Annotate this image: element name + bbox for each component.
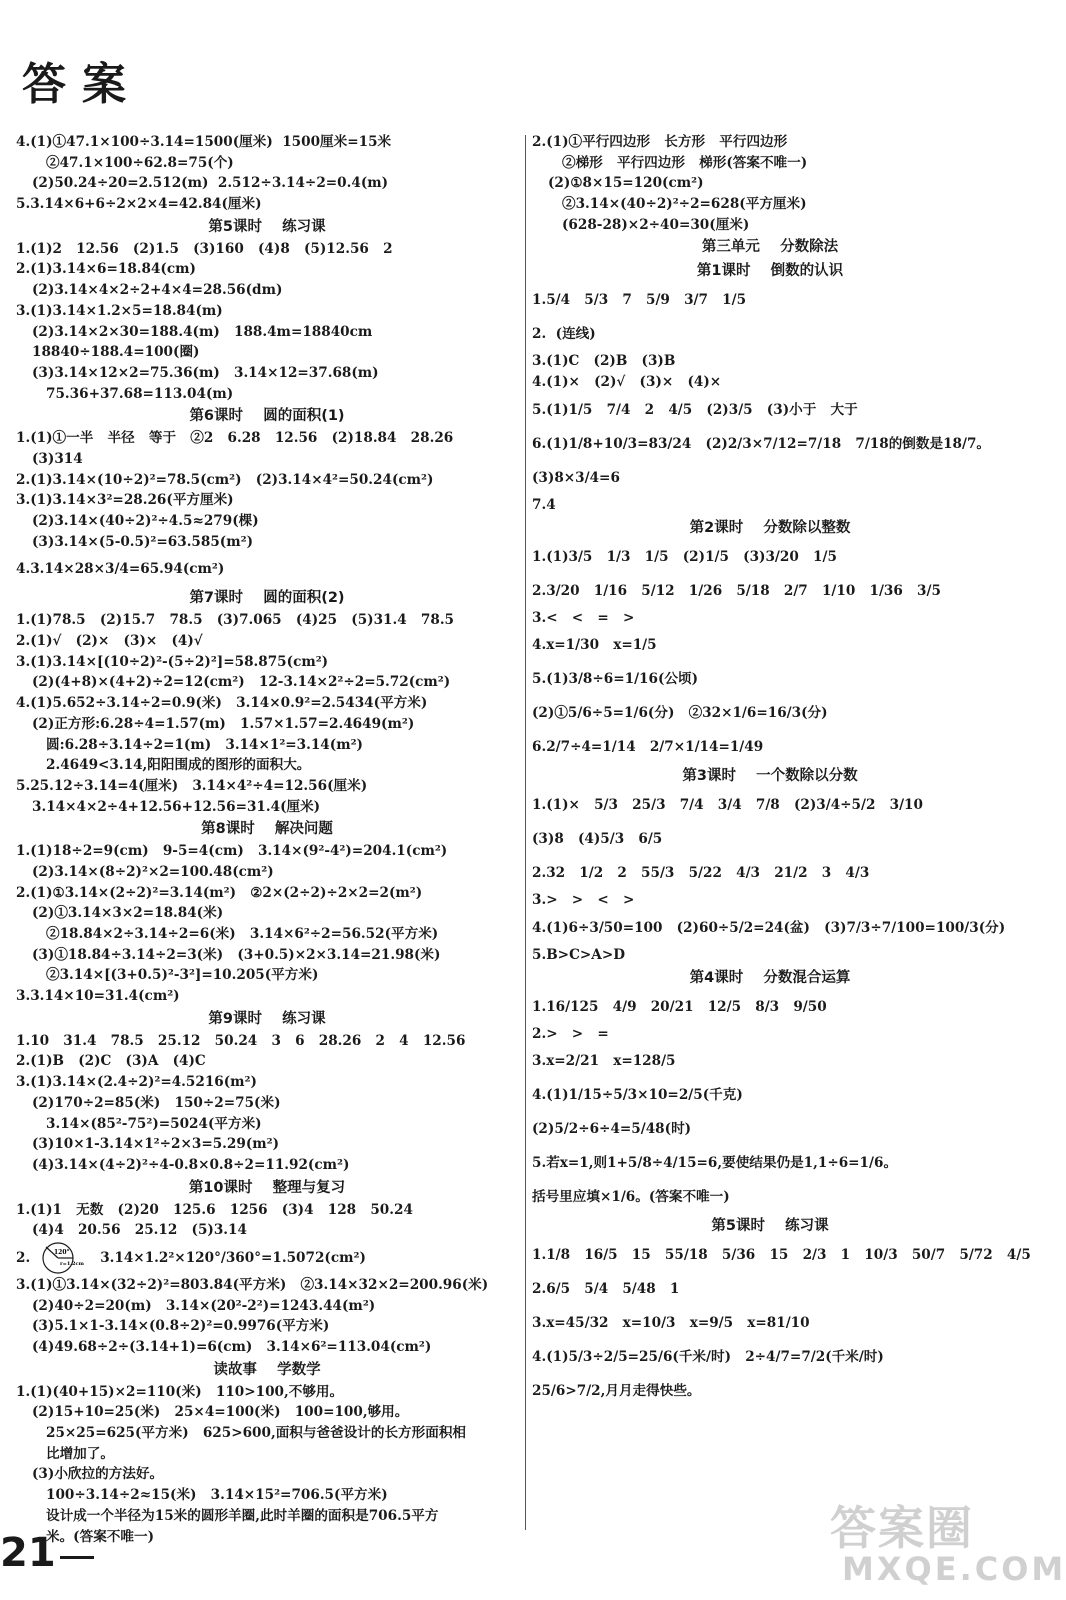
answer-line: 7.4: [532, 496, 556, 513]
answer-line: (4)49.68÷2÷(3.14+1)=6(cm) 3.14×6²=113.04(cm²): [32, 1339, 432, 1355]
answer-line: 1.(1)2 12.56 (2)1.5 (3)160 (4)8 (5)12.56 2: [16, 240, 393, 257]
answer-line: (2)3.14×2×30=188.4(m) 188.4m=18840cm: [32, 323, 373, 340]
sector-angle-label: 120°: [54, 1249, 70, 1257]
section-heading: 第9课时 练习课: [208, 1010, 326, 1027]
answer-line: 6.(1)1/8+10/3=83/24 (2)2/3×7/12=7/18 7/18的倒数是18/7。: [532, 435, 991, 452]
answer-line: (4)3.14×(4÷2)²÷4-0.8×0.8÷2=11.92(cm²): [32, 1156, 350, 1173]
answer-line: (2)3.14×(40÷2)²÷4.5≈279(棵): [32, 513, 259, 529]
answer-line: (3)3.14×12×2=75.36(m) 3.14×12=37.68(m): [32, 364, 379, 381]
answer-formula: 3.14×1.2²×120°/360°=1.5072(cm²): [100, 1249, 366, 1266]
answer-line: 4.(1)6÷3/50=100 (2)60÷5/2=24(盆) (3)7/3÷7/100=100/3(分): [532, 919, 1006, 936]
section-heading: 第6课时 圆的面积(1): [189, 408, 345, 425]
section-heading: 第10课时 整理与复习: [188, 1179, 346, 1196]
answer-line: 2.3/20 1/16 5/12 1/26 5/18 2/7 1/10 1/36 3/5: [532, 582, 941, 599]
answer-line: 5.B>C>A>D: [532, 946, 626, 963]
section-heading: 第2课时 分数除以整数: [689, 519, 851, 536]
answer-line: 4.x=1/30 x=1/5: [532, 637, 657, 654]
answer-line: 1.(1)× 5/3 25/3 7/4 3/4 7/8 (2)3/4÷5/2 3/10: [532, 797, 923, 814]
watermark-text-top: 答案圈: [830, 1501, 974, 1555]
section-heading: 读故事 学数学: [213, 1361, 321, 1378]
answer-line: 25×25=625(平方米) 625>600,面积与爸爸设计的长方形面积相: [46, 1425, 467, 1442]
page-number: 21: [0, 1530, 56, 1576]
answer-line: 1.5/4 5/3 7 5/9 3/7 1/5: [532, 292, 747, 309]
answer-line: 3.3.14×10=31.4(cm²): [16, 988, 180, 1005]
answer-line: 18840÷188.4=100(圈): [32, 344, 200, 361]
column-divider: [525, 135, 526, 1530]
answer-line: 3.x=45/32 x=10/3 x=9/5 x=81/10: [532, 1315, 810, 1332]
answer-line: (2)3.14×(8÷2)²×2=100.48(cm²): [32, 863, 274, 880]
answer-line: 4.3.14×28×3/4=65.94(cm²): [16, 561, 225, 578]
answer-line: 括号里应填×1/6。(答案不唯一): [532, 1189, 730, 1206]
section-heading: 第4课时 分数混合运算: [689, 969, 851, 986]
section-heading: 第5课时 练习课: [711, 1218, 829, 1235]
answer-line: 3.x=2/21 x=128/5: [532, 1053, 676, 1070]
section-heading: 第7课时 圆的面积(2): [189, 590, 345, 607]
answer-line: 1.(1)①一半 半径 等于 ②2 6.28 12.56 (2)18.84 28.26: [16, 430, 454, 447]
answer-line: 25/6>7/2,月月走得快些。: [532, 1383, 701, 1400]
answer-line: 2.4649<3.14,阳阳围成的图形的面积大。: [46, 757, 311, 774]
answer-column-right: [532, 132, 1031, 1408]
answer-line: 3.14×(85²-75²)=5024(平方米): [46, 1115, 262, 1132]
answer-line: ②3.14×(40÷2)²÷2=628(平方厘米): [562, 196, 807, 213]
answer-line: 5.若x=1,则1+5/8÷4/15=6,要使结果仍是1,1÷6=1/6。: [532, 1155, 898, 1172]
answer-line: 3.(1)①3.14×(32÷2)²=803.84(平方米) ②3.14×32×2=200.96(米): [16, 1276, 489, 1293]
section-heading: 第8课时 解决问题: [201, 821, 333, 838]
answer-line: (3)314: [32, 450, 83, 467]
answer-line: ②18.84×2÷3.14÷2=6(米) 3.14×6²÷2=56.52(平方米): [46, 926, 439, 942]
answer-line: 4.(1)× (2)√ (3)× (4)×: [532, 374, 722, 391]
answer-line: 4.(1)5.652÷3.14÷2=0.9(米) 3.14×0.9²=2.5434(平方米): [16, 695, 428, 712]
answer-line: (2)5/2÷6÷4=5/48(时): [532, 1121, 692, 1138]
answer-line: 圆:6.28÷3.14÷2=1(m) 3.14×1²=3.14(m²): [46, 736, 363, 753]
answer-line: (2)50.24÷20=2.512(m) 2.512÷3.14÷2=0.4(m): [32, 175, 389, 192]
answer-line: 3.< < = >: [532, 609, 635, 626]
answer-number: 2.: [16, 1249, 31, 1266]
answer-line: 2. (连线): [532, 326, 596, 343]
answer-line: 2.(1)①3.14×(2÷2)²=3.14(m²) ②2×(2÷2)÷2×2=2(m²): [16, 884, 423, 901]
watermark-logo: [820, 1488, 1066, 1592]
answer-line: 4.(1)①47.1×100÷3.14=1500(厘米) 1500厘米=15米: [16, 134, 392, 150]
answer-line: (3)3.14×(5-0.5)²=63.585(m²): [32, 533, 254, 550]
answer-line: 100÷3.14÷2≈15(米) 3.14×15²=706.5(平方米): [46, 1487, 388, 1504]
answer-line: 2.(1)√ (2)× (3)× (4)√: [16, 633, 203, 650]
answer-line: 4.(1)5/3÷2/5=25/6(千米/时) 2÷4/7=7/2(千米/时): [532, 1349, 884, 1366]
answer-line: 2.(1)3.14×(10÷2)²=78.5(cm²) (2)3.14×4²=50.24(cm²): [16, 471, 434, 488]
answer-line: 1.(1)(40+15)×2=110(米) 110>100,不够用。: [16, 1383, 344, 1400]
watermark-text-bottom: MXQE.COM: [842, 1550, 1066, 1588]
answer-line: 1.10 31.4 78.5 25.12 50.24 3 6 28.26 2 4 12.56: [16, 1032, 466, 1049]
answer-line: 2.(1)3.14×6=18.84(cm): [16, 261, 196, 278]
sector-diagram: [34, 1241, 94, 1275]
answer-line: 1.(1)1 无数 (2)20 125.6 1256 (3)4 128 50.24: [16, 1201, 413, 1218]
answer-line: 5.(1)3/8÷6=1/16(公顷): [532, 671, 699, 688]
answer-line: (4)4 20.56 25.12 (5)3.14: [32, 1222, 247, 1239]
section-heading: 第5课时 练习课: [208, 218, 326, 235]
answer-line: 5.(1)1/5 7/4 2 4/5 (2)3/5 (3)小于 大于: [532, 401, 858, 418]
answer-line: 米。(答案不唯一): [46, 1528, 155, 1545]
answer-column-left: [16, 132, 518, 1547]
answer-line: 3.(1)3.14×3²=28.26(平方厘米): [16, 492, 234, 509]
answer-line: 3.(1)3.14×[(10÷2)²-(5÷2)²]=58.875(cm²): [16, 653, 329, 670]
answer-line: 2.6/5 5/4 5/48 1: [532, 1281, 680, 1298]
answer-line: (2)40÷2=20(m) 3.14×(20²-2²)=1243.44(m²): [32, 1297, 376, 1314]
answer-line: (3)小欣拉的方法好。: [32, 1466, 164, 1483]
answer-line: 1.1/8 16/5 15 55/18 5/36 15 2/3 1 10/3 50/7 5/72 4/5: [532, 1247, 1031, 1264]
answer-line: ②梯形 平行四边形 梯形(答案不唯一): [562, 154, 808, 171]
answer-line: 5.3.14×6+6÷2×2×4=42.84(厘米): [16, 196, 262, 213]
answer-line: 3.14×4×2÷4+12.56+12.56=31.4(厘米): [32, 798, 321, 815]
sector-radius-label: r=1.2cm: [60, 1261, 85, 1268]
section-heading: 第三单元 分数除法: [701, 239, 839, 256]
answer-line: 设计成一个半径为15米的圆形羊圈,此时羊圈的面积是706.5平方: [46, 1507, 439, 1524]
answer-line: ②3.14×[(3+0.5)²-3²]=10.205(平方米): [46, 967, 319, 984]
answer-line: 1.16/125 4/9 20/21 12/5 8/3 9/50: [532, 998, 827, 1015]
section-heading: 第1课时 倒数的认识: [696, 263, 844, 280]
answer-line: 3.> > < >: [532, 892, 635, 909]
answer-line: 6.2/7÷4=1/14 2/7×1/14=1/49: [532, 739, 764, 756]
answer-line: (2)170÷2=85(米) 150÷2=75(米): [32, 1094, 281, 1111]
page-number-rule: [60, 1556, 94, 1559]
answer-line: (2)①5/6÷5=1/6(分) ②32×1/6=16/3(分): [532, 705, 828, 722]
answer-line: (3)5.1×1-3.14×(0.8÷2)²=0.9976(平方米): [32, 1318, 330, 1335]
answer-line: 1.(1)18÷2=9(cm) 9-5=4(cm) 3.14×(9²-4²)=204.1(cm²): [16, 843, 448, 860]
answer-line: (3)8 (4)5/3 6/5: [532, 831, 663, 848]
answer-line: (3)10×1-3.14×1²÷2×3=5.29(m²): [32, 1136, 280, 1153]
answer-line: 2.> > =: [532, 1025, 609, 1042]
answer-line: 3.(1)3.14×1.2×5=18.84(m): [16, 302, 223, 319]
answer-line: 75.36+37.68=113.04(m): [46, 385, 234, 402]
answer-line: 2.(1)B (2)C (3)A (4)C: [16, 1053, 206, 1070]
answer-line: 3.(1)3.14×(2.4÷2)²=4.5216(m²): [16, 1074, 257, 1091]
answer-line: 2.(1)①平行四边形 长方形 平行四边形: [532, 134, 788, 150]
answer-line: (3)①18.84÷3.14÷2=3(米) (3+0.5)×2×3.14=21.98(米): [32, 946, 441, 963]
answer-line: 2.32 1/2 2 55/3 5/22 4/3 21/2 3 4/3: [532, 865, 870, 882]
answer-line: (3)8×3/4=6: [532, 469, 620, 486]
answer-line: 4.(1)1/15÷5/3×10=2/5(千克): [532, 1087, 743, 1104]
answer-line: (628-28)×2÷40=30(厘米): [562, 216, 750, 233]
page-title: 答案: [22, 59, 142, 110]
answer-line: (2)15+10=25(米) 25×4=100(米) 100=100,够用。: [32, 1404, 409, 1421]
answer-line: (2)3.14×4×2÷2+4×4=28.56(dm): [32, 282, 283, 299]
answer-line: ②47.1×100÷62.8=75(个): [46, 154, 234, 171]
section-heading: 第3课时 一个数除以分数: [682, 768, 858, 785]
answer-line: 3.(1)C (2)B (3)B: [532, 353, 676, 370]
answer-line: (2)正方形:6.28÷4=1.57(m) 1.57×1.57=2.4649(m²): [32, 715, 415, 732]
answer-line: 5.25.12÷3.14=4(厘米) 3.14×4²÷4=12.56(厘米): [16, 777, 368, 794]
answer-line: 比增加了。: [46, 1445, 114, 1462]
answer-line: [16, 1241, 518, 1275]
answer-line: 1.(1)78.5 (2)15.7 78.5 (3)7.065 (4)25 (5)31.4 78.5: [16, 612, 455, 629]
answer-line: (2)①8×15=120(cm²): [548, 175, 704, 192]
answer-line: 1.(1)3/5 1/3 1/5 (2)1/5 (3)3/20 1/5: [532, 548, 837, 565]
answer-line: (2)(4+8)×(4+2)÷2=12(cm²) 12-3.14×2²÷2=5.72(cm²): [32, 674, 451, 691]
answer-line: (2)①3.14×3×2=18.84(米): [32, 905, 224, 922]
